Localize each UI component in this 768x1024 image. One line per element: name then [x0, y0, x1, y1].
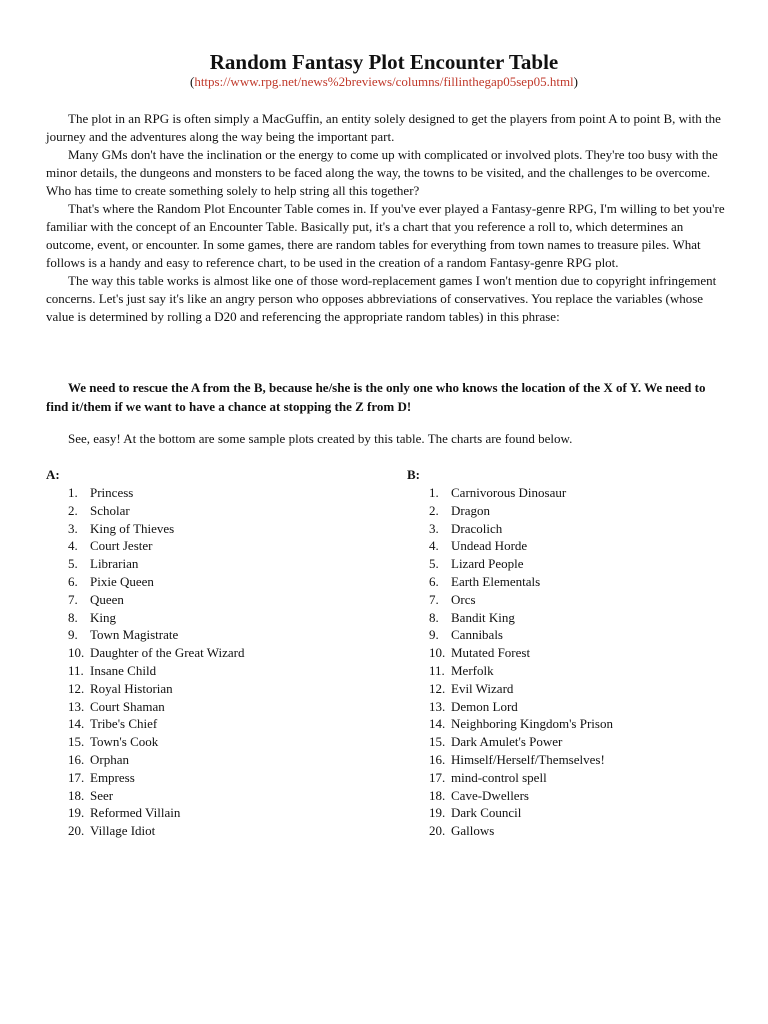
- item-text: Orcs: [451, 591, 476, 607]
- list-item: [407, 715, 737, 733]
- item-number: 20.: [429, 823, 446, 839]
- item-number: 14.: [68, 716, 85, 732]
- item-number: 13.: [68, 698, 85, 714]
- list-item: [407, 662, 737, 680]
- item-text: Dark Council: [451, 805, 522, 821]
- item-number: 5.: [68, 556, 78, 572]
- item-number: 3.: [429, 520, 439, 536]
- list-item: [407, 804, 737, 822]
- source-link[interactable]: https://www.rpg.net/news%2breviews/columns/fillinthegap05sep05.html: [194, 74, 574, 89]
- item-number: 7.: [429, 591, 439, 607]
- table-a-heading: A:: [46, 467, 60, 482]
- list-item: [407, 680, 737, 698]
- list-item: [407, 751, 737, 769]
- document-title: Random Fantasy Plot Encounter Table: [209, 50, 559, 74]
- item-number: 6.: [68, 573, 78, 589]
- item-number: 7.: [68, 591, 78, 607]
- item-number: 12.: [429, 680, 446, 696]
- item-text: Princess: [90, 485, 134, 500]
- intro-paragraph-3: That's where the Random Plot Encounter Table comes in. If you've ever played a Fantasy-genre RPG, I'm willing to bet you're familiar with the concept of an Encounter Table. Basically put, it's a chart that you reference a roll to, which determines an outcome, event, or encounter. In some games, there are random tables for everything from town names to treasure piles. What follows is a handy and easy to reference chart, to be used in the creation of a random Fantasy-genre RPG plot.: [46, 201, 725, 270]
- list-item: [46, 644, 376, 662]
- list-item: [46, 822, 376, 840]
- list-item: [46, 573, 376, 591]
- item-text: King: [90, 609, 116, 625]
- list-item: [46, 555, 376, 573]
- item-text: Pixie Queen: [90, 573, 154, 589]
- item-text: Neighboring Kingdom's Prison: [451, 716, 613, 732]
- list-item: [407, 591, 737, 609]
- item-text: Seer: [90, 787, 114, 803]
- item-number: 6.: [429, 573, 439, 589]
- item-number: 18.: [429, 787, 446, 803]
- item-text: Dragon: [451, 502, 490, 518]
- list-item: [46, 804, 376, 822]
- item-text: Reformed Villain: [90, 805, 181, 821]
- list-item: [46, 698, 376, 716]
- item-number: 14.: [429, 716, 446, 732]
- table-a-list: [46, 484, 376, 840]
- item-text: mind-control spell: [451, 769, 547, 785]
- item-number: 17.: [429, 769, 446, 785]
- list-item: [407, 769, 737, 787]
- item-text: Cannibals: [451, 627, 503, 643]
- item-text: Queen: [90, 591, 124, 607]
- item-text: Orphan: [90, 751, 129, 767]
- list-item: [407, 644, 737, 662]
- see-easy-line: See, easy! At the bottom are some sample plots created by this table. The charts are found below.: [68, 431, 573, 446]
- item-number: 1.: [429, 485, 439, 500]
- list-item: [407, 822, 737, 840]
- item-text: Evil Wizard: [451, 680, 514, 696]
- source-close-paren: ): [573, 74, 579, 89]
- item-number: 2.: [68, 502, 78, 518]
- list-item: [407, 555, 737, 573]
- item-text: Himself/Herself/Themselves!: [451, 751, 605, 767]
- item-text: Insane Child: [90, 662, 157, 678]
- list-item: [46, 680, 376, 698]
- list-item: [46, 609, 376, 627]
- list-item: [46, 484, 376, 502]
- item-text: Town Magistrate: [90, 627, 179, 643]
- item-number: 13.: [429, 698, 446, 714]
- list-item: [46, 662, 376, 680]
- item-text: Dracolich: [451, 520, 503, 536]
- item-text: Royal Historian: [90, 680, 173, 696]
- list-item: [407, 573, 737, 591]
- list-item: [46, 715, 376, 733]
- list-item: [407, 733, 737, 751]
- intro-text: [46, 110, 726, 326]
- item-text: Village Idiot: [90, 823, 156, 839]
- item-text: Earth Elementals: [451, 573, 541, 589]
- item-number: 16.: [68, 751, 85, 767]
- item-text: Librarian: [90, 556, 139, 572]
- item-number: 16.: [429, 751, 446, 767]
- item-number: 12.: [68, 680, 85, 696]
- item-number: 19.: [429, 805, 446, 821]
- item-number: 19.: [68, 805, 85, 821]
- list-item: [407, 537, 737, 555]
- item-text: Mutated Forest: [451, 645, 531, 661]
- item-number: 11.: [429, 662, 445, 678]
- item-text: Undead Horde: [451, 538, 528, 554]
- list-item: [407, 520, 737, 538]
- list-item: [407, 626, 737, 644]
- item-number: 8.: [68, 609, 78, 625]
- item-number: 8.: [429, 609, 439, 625]
- item-text: King of Thieves: [90, 520, 175, 536]
- list-item: [46, 537, 376, 555]
- source-open-paren: (: [189, 74, 195, 89]
- item-number: 20.: [68, 823, 85, 839]
- item-text: Empress: [90, 769, 135, 785]
- item-number: 11.: [68, 662, 84, 678]
- item-number: 5.: [429, 556, 439, 572]
- item-text: Town's Cook: [90, 734, 159, 750]
- item-text: Demon Lord: [451, 698, 518, 714]
- item-text: Gallows: [451, 823, 495, 839]
- list-item: [46, 787, 376, 805]
- item-text: Carnivorous Dinosaur: [451, 485, 567, 500]
- item-number: 10.: [68, 645, 85, 661]
- item-number: 15.: [68, 734, 85, 750]
- item-text: Court Jester: [90, 538, 153, 554]
- item-text: Cave-Dwellers: [451, 787, 529, 803]
- list-item: [46, 520, 376, 538]
- list-item: [407, 502, 737, 520]
- list-item: [46, 502, 376, 520]
- table-b-heading: B:: [407, 467, 420, 482]
- plot-phrase: We need to rescue the A from the B, because he/she is the only one who knows the location of the X of Y. We need to find it/them if we want to have a chance at stopping the Z from D!: [46, 380, 706, 414]
- item-text: Dark Amulet's Power: [451, 734, 563, 750]
- item-text: Lizard People: [451, 556, 524, 572]
- item-text: Scholar: [90, 502, 130, 518]
- item-number: 15.: [429, 734, 446, 750]
- item-number: 3.: [68, 520, 78, 536]
- table-a: [46, 466, 376, 840]
- list-item: [407, 484, 737, 502]
- list-item: [46, 751, 376, 769]
- source-citation: [0, 74, 768, 90]
- list-item: [407, 698, 737, 716]
- item-text: Tribe's Chief: [90, 716, 158, 732]
- intro-paragraph-4: The way this table works is almost like one of those word-replacement games I won't mention due to copyright infringement concerns. Let's just say it's like an angry person who opposes abbreviations of conservatives. You replace the variables (whose value is determined by rolling a D20 and referencing the appropriate random tables) in this phrase:: [46, 273, 717, 324]
- item-number: 10.: [429, 645, 446, 661]
- item-text: Bandit King: [451, 609, 515, 625]
- item-number: 1.: [68, 485, 78, 500]
- list-item: [46, 733, 376, 751]
- table-b: [407, 466, 737, 840]
- intro-paragraph-2: Many GMs don't have the inclination or the energy to come up with complicated or involved plots. They're too busy with the minor details, the dungeons and monsters to be faced along the way, the towns to be visited, and the challenges to be overcome. Who has time to create something solely to help string all this together?: [46, 147, 718, 198]
- item-number: 9.: [68, 627, 78, 643]
- list-item: [407, 787, 737, 805]
- list-item: [46, 626, 376, 644]
- item-number: 2.: [429, 502, 439, 518]
- intro-paragraph-1: The plot in an RPG is often simply a MacGuffin, an entity solely designed to get the players from point A to point B, with the journey and the adventures along the way being the important part.: [46, 111, 721, 144]
- item-text: Merfolk: [451, 662, 494, 678]
- list-item: [46, 591, 376, 609]
- list-item: [46, 769, 376, 787]
- item-number: 4.: [68, 538, 78, 554]
- item-number: 4.: [429, 538, 439, 554]
- item-text: Court Shaman: [90, 698, 165, 714]
- item-number: 18.: [68, 787, 85, 803]
- table-b-list: [407, 484, 737, 840]
- item-number: 17.: [68, 769, 85, 785]
- item-text: Daughter of the Great Wizard: [90, 645, 245, 661]
- list-item: [407, 609, 737, 627]
- item-number: 9.: [429, 627, 439, 643]
